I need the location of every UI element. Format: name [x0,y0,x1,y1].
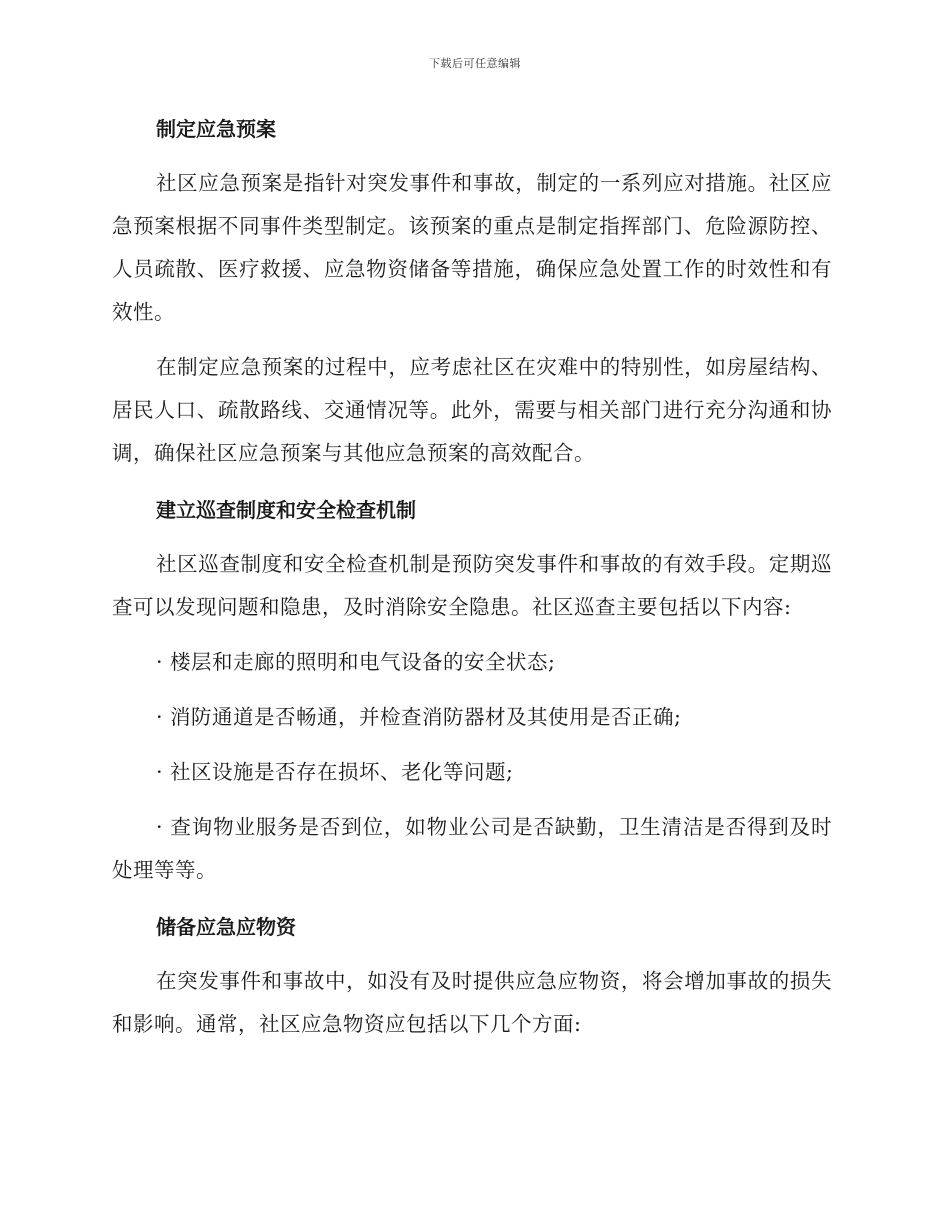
section-heading-emergency-plan: 制定应急预案 [156,117,276,141]
bullet-item: · 消防通道是否畅通，并检查消防器材及其使用是否正确; [156,705,682,729]
paragraph: 社区应急预案是指针对突发事件和事故，制定的一系列应对措施。社区应急预案根据不同事件类型制定。该预案的重点是制定指挥部门、危险源防控、人员疏散、医疗救援、应急物资储备等措施，确保应急处置工作的时效性和有效性。 [112,171,832,324]
section-heading-patrol-system: 建立巡查制度和安全检查机制 [156,498,416,522]
document-body [112,108,832,1046]
bullet-item: · 查询物业服务是否到位，如物业公司是否缺勤，卫生清洁是否得到及时处理等等。 [112,815,832,882]
bullet-item: · 楼层和走廊的照明和电气设备的安全状态; [156,650,556,674]
paragraph: 社区巡查制度和安全检查机制是预防突发事件和事故的有效手段。定期巡查可以发现问题和隐患，及时消除安全隐患。社区巡查主要包括以下内容: [112,552,832,619]
section-heading-emergency-supplies: 储备应急应物资 [156,915,296,939]
header-note: 下载后可任意编辑 [429,57,521,70]
paragraph: 在制定应急预案的过程中，应考虑社区在灾难中的特别性，如房屋结构、居民人口、疏散路线、交通情况等。此外，需要与相关部门进行充分沟通和协调，确保社区应急预案与其他应急预案的高效配合。 [112,355,832,465]
paragraph: 在突发事件和事故中，如没有及时提供应急应物资，将会增加事故的损失和影响。通常，社区应急物资应包括以下几个方面: [112,969,832,1036]
bullet-item: · 社区设施是否存在损坏、老化等问题; [156,760,514,784]
